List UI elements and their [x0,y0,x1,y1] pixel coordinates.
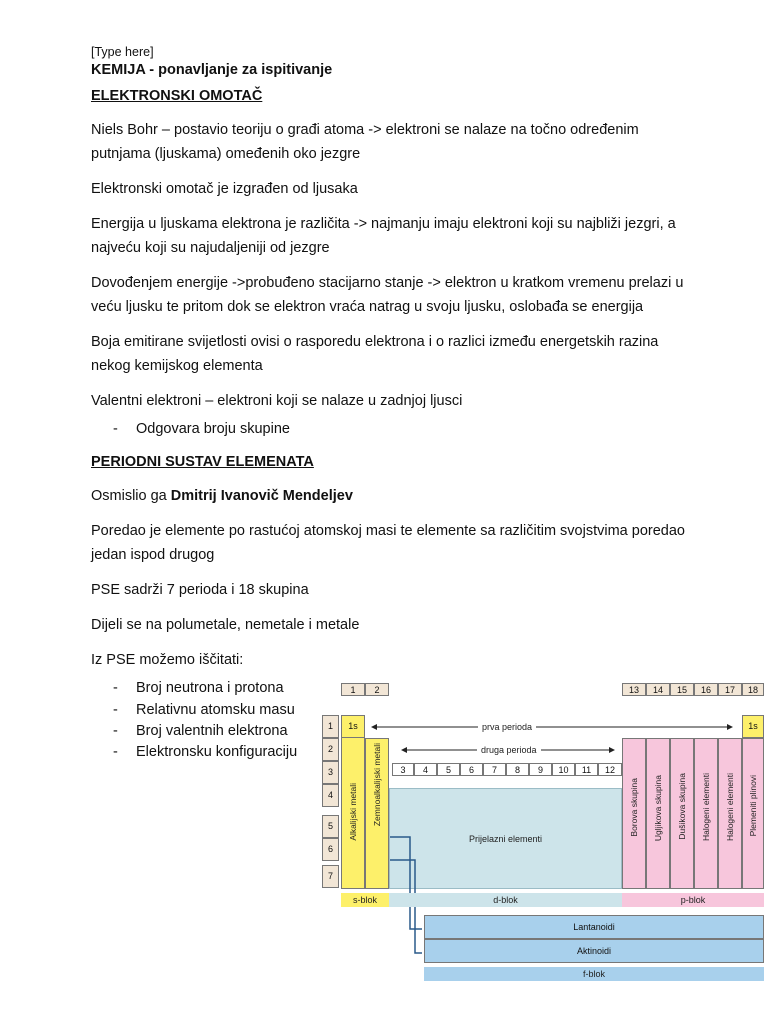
alkali-metals-label: Alkalijski metali [348,783,358,841]
period-number: 7 [322,865,339,888]
group-number: 1 [341,683,365,696]
d-group-number: 3 [392,763,414,776]
section-heading-electron-shell: ELEKTRONSKI OMOTAČ [91,88,263,104]
list-item: - Odgovara broju skupine [113,421,290,437]
period-number: 6 [322,838,339,861]
alkaline-earth-label: Zemnoalkalijski metali [372,743,382,827]
paragraph: Elektronski omotač je izgrađen od ljusaka [91,181,358,197]
group-number: 18 [742,683,764,696]
p-group-label: Ugljikova skupina [653,775,663,842]
paragraph: Osmislio ga Dmitrij Ivanovič Mendeljev [91,488,353,505]
transition-elements-label: Prijelazni elementi [469,834,543,844]
lanthanoids-row: Lantanoidi [424,915,764,939]
mendeleev-name: Dmitrij Ivanovič Mendeljev [170,488,353,505]
d-group-number: 4 [414,763,437,776]
helium-1s-cell: 1s [742,715,764,738]
section-heading-periodic-table: PERIODNI SUSTAV ELEMENATA [91,454,314,471]
p-group-label: Dušikova skupina [677,773,687,840]
paragraph: Niels Bohr – postavio teoriju o građi atoma -> elektroni se nalaze na točno određenim putnjama (ljuskama) omeđenih oko jezgre [91,122,639,162]
d-group-number: 11 [575,763,598,776]
list-item: - Broj neutrona i protona [113,680,284,697]
p-group-label: Halogeni elementi [701,773,711,842]
document-page [91,44,691,763]
d-group-number: 10 [552,763,575,776]
paragraph: Iz PSE možemo iščitati: [91,652,244,669]
s-block-bar: s-blok [341,893,389,907]
d-group-number: 12 [598,763,622,776]
p-block-bar: p-blok [622,893,764,907]
header-note: [Type here] [91,45,154,59]
paragraph: Boja emitirane svijetlosti ovisi o rasporedu elektrona i o razlici između energetskih razina nekog kemijskog elementa [91,334,659,374]
list-item: - Broj valentnih elektrona [113,722,288,739]
p-group-label: Plemeniti plinovi [748,775,758,837]
d-group-number: 7 [483,763,506,776]
paragraph: PSE sadrži 7 perioda i 18 skupina [91,582,309,599]
actinoids-row: Aktinoidi [424,939,764,963]
group-number: 15 [670,683,694,696]
paragraph: Dovođenjem energije ->probuđeno stacijarno stanje -> elektron u kratkom vremenu prelazi u veću ljusku te pritom dok se elektron vraća natrag u svoju ljusku, oslobađa se energija [91,275,684,315]
p-group-label: Borova skupina [629,778,639,837]
first-period-label: prva perioda [478,722,536,732]
group-number: 13 [622,683,646,696]
d-group-number: 8 [506,763,529,776]
period-number: 2 [322,738,339,761]
document-title: KEMIJA - ponavljanje za ispitivanje [91,62,333,78]
paragraph: Dijeli se na polumetale, nemetale i metale [91,617,360,634]
p-group-label: Halogeni elementi [725,773,735,842]
bullet-list [91,419,691,440]
hydrogen-1s-cell: 1s [341,715,365,738]
d-group-number: 5 [437,763,460,776]
periodic-table-figure [320,683,767,983]
paragraph: Energija u ljuskama elektrona je različita -> najmanju imaju elektroni koji su najbliži jezgri, a najveću koji su najudaljeniji od jezgre [91,216,676,256]
d-block-bar: d-blok [389,893,622,907]
d-group-number: 9 [529,763,552,776]
period-number: 4 [322,784,339,807]
period-number: 3 [322,761,339,784]
group-number: 14 [646,683,670,696]
group-number: 17 [718,683,742,696]
f-block-bar: f-blok [424,967,764,981]
paragraph: Valentni elektroni – elektroni koji se nalaze u zadnjoj ljusci [91,393,463,409]
paragraph: Poredao je elemente po rastućoj atomskoj masi te elemente sa različitim svojstvima poredao jedan ispod drugog [91,523,685,564]
period-number: 5 [322,815,339,838]
group-number: 2 [365,683,389,696]
second-period-label: druga perioda [477,745,541,755]
d-group-number: 6 [460,763,483,776]
period-number: 1 [322,715,339,738]
group-number: 16 [694,683,718,696]
list-item: - Elektronsku konfiguraciju [113,744,298,761]
list-item: - Relativnu atomsku masu [113,701,295,718]
